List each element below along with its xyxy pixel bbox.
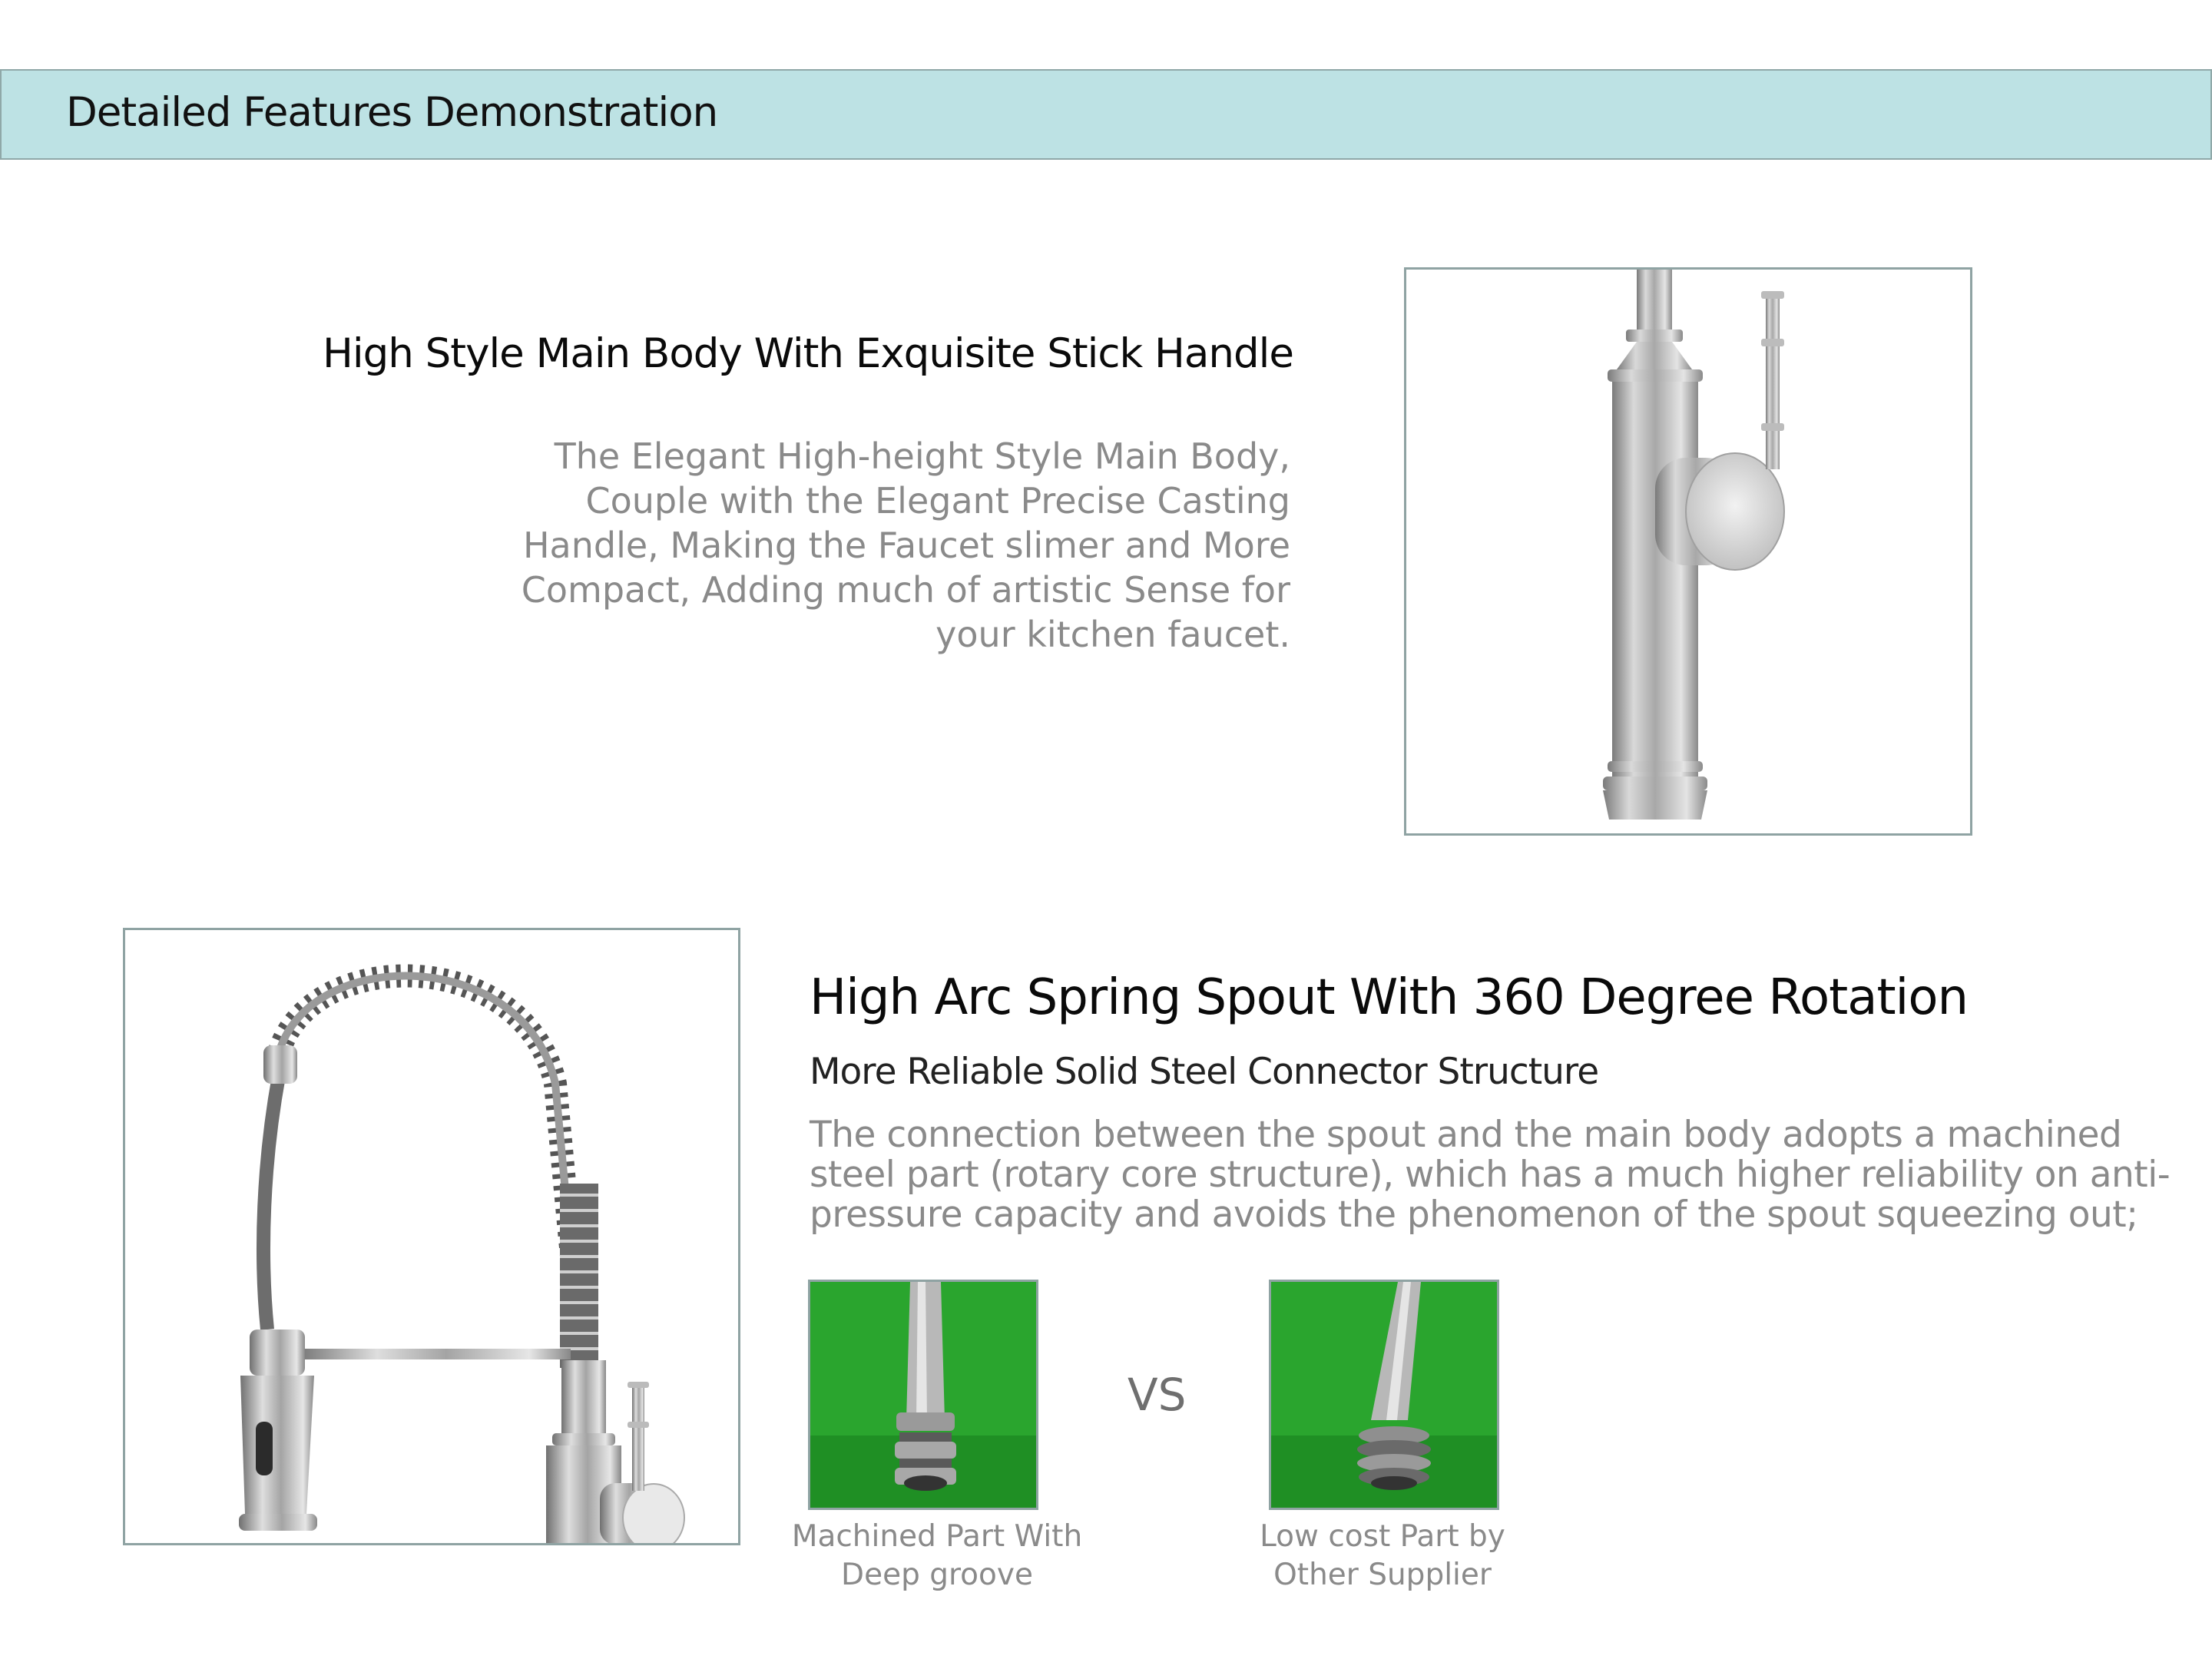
spring-faucet-photo-icon (125, 930, 738, 1543)
low-cost-part-caption (1214, 1518, 1551, 1594)
feature1-line: Compact, Adding much of artistic Sense for (521, 569, 1290, 611)
feature1-title: High Style Main Body With Exquisite Stick Handle (323, 330, 1293, 377)
banner-title: Detailed Features Demonstration (66, 89, 718, 136)
feature1-line: Couple with the Elegant Precise Casting (585, 480, 1290, 522)
feature1-line: your kitchen faucet. (935, 614, 1290, 655)
feature2-title: High Arc Spring Spout With 360 Degree Rotation (810, 969, 1969, 1026)
machined-part-caption (768, 1518, 1106, 1594)
machined-part-photo-icon (810, 1282, 1036, 1508)
feature1-line: Handle, Making the Faucet slimer and More (522, 525, 1290, 566)
section-banner (0, 69, 2212, 160)
faucet-body-photo (1404, 267, 1972, 836)
caption-line: Other Supplier (1273, 1558, 1492, 1592)
feature2-line: pressure capacity and avoids the phenomenon of the spout squeezing out; (810, 1194, 2138, 1236)
caption-line: Machined Part With (791, 1519, 1083, 1554)
feature1-line: The Elegant High-height Style Main Body, (554, 435, 1290, 477)
caption-line: Low cost Part by (1260, 1519, 1505, 1554)
feature1-description (430, 434, 1290, 657)
caption-line: Deep groove (841, 1558, 1033, 1592)
low-cost-part-photo-icon (1271, 1282, 1497, 1508)
spring-faucet-photo (123, 928, 740, 1545)
faucet-body-photo-icon (1406, 270, 1970, 833)
feature2-line: The connection between the spout and the main body adopts a machined (810, 1114, 2122, 1156)
feature2-subtitle: More Reliable Solid Steel Connector Structure (810, 1051, 1599, 1093)
feature2-description (810, 1115, 2177, 1235)
machined-part-photo (808, 1280, 1038, 1510)
low-cost-part-photo (1269, 1280, 1499, 1510)
vs-label: VS (1128, 1369, 1187, 1421)
feature2-line: steel part (rotary core structure), which has a much higher reliability on anti- (810, 1154, 2171, 1196)
